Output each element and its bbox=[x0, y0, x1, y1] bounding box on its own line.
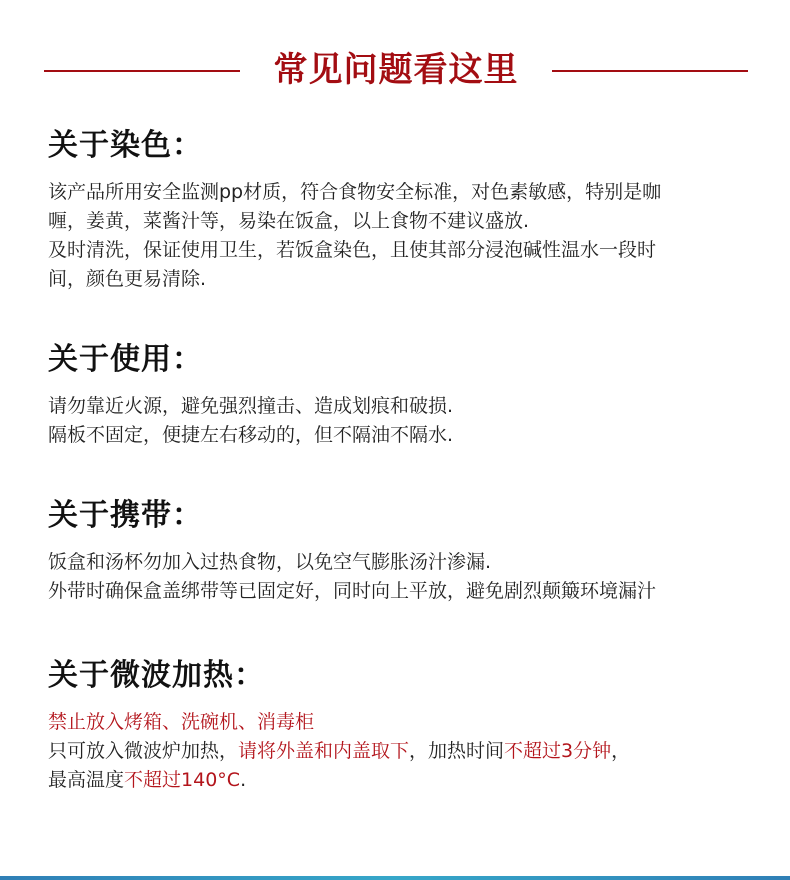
body-line bbox=[48, 737, 758, 766]
section-usage bbox=[48, 340, 758, 450]
body-line: 饭盒和汤杯勿加入过热食物，以免空气膨胀汤汁渗漏. bbox=[48, 551, 492, 573]
text-span: . bbox=[240, 769, 247, 791]
text-span: 最高温度 bbox=[48, 769, 125, 791]
section-body-carrying bbox=[48, 548, 758, 606]
warning-line: 禁止放入烤箱、洗碗机、消毒柜 bbox=[48, 711, 315, 733]
section-heading-carrying: 关于携带： bbox=[48, 498, 203, 533]
section-dyeing bbox=[48, 126, 758, 294]
warning-text: 不超过140°C bbox=[124, 769, 241, 791]
text-span: 只可放入微波炉加热， bbox=[48, 740, 239, 762]
body-line: 及时清洗，保证使用卫生，若饭盒染色，且使其部分浸泡碱性温水一段时 bbox=[48, 239, 657, 261]
page-header bbox=[0, 42, 790, 102]
body-line: 隔板不固定，便捷左右移动的，但不隔油不隔水. bbox=[48, 424, 454, 446]
body-line: 该产品所用安全监测pp材质，符合食物安全标准，对色素敏感，特别是咖 bbox=[48, 181, 662, 203]
section-carrying bbox=[48, 496, 758, 606]
section-body-usage bbox=[48, 392, 758, 450]
section-heading-usage: 关于使用： bbox=[48, 342, 203, 377]
body-line: 外带时确保盒盖绑带等已固定好，同时向上平放，避免剧烈颠簸环境漏汁 bbox=[48, 580, 657, 602]
title-divider-right bbox=[552, 70, 748, 72]
body-line: 间，颜色更易清除. bbox=[48, 268, 207, 290]
section-body-dyeing bbox=[48, 178, 758, 294]
bottom-accent-bar bbox=[0, 876, 790, 880]
page-title: 常见问题看这里 bbox=[273, 50, 519, 90]
body-line bbox=[48, 766, 758, 795]
section-heading-microwave: 关于微波加热： bbox=[48, 658, 265, 693]
warning-text: 请将外盖和内盖取下 bbox=[238, 740, 410, 762]
text-span: ， bbox=[611, 740, 631, 762]
section-body-microwave bbox=[48, 708, 758, 795]
section-microwave bbox=[48, 656, 758, 795]
body-line: 喱，姜黄，菜酱汁等，易染在饭盒，以上食物不建议盛放. bbox=[48, 210, 530, 232]
body-line: 请勿靠近火源，避免强烈撞击、造成划痕和破损. bbox=[48, 395, 454, 417]
text-span: ，加热时间 bbox=[409, 740, 505, 762]
warning-text: 不超过3分钟 bbox=[504, 740, 612, 762]
title-divider-left bbox=[44, 70, 240, 72]
section-heading-dyeing: 关于染色： bbox=[48, 128, 203, 163]
